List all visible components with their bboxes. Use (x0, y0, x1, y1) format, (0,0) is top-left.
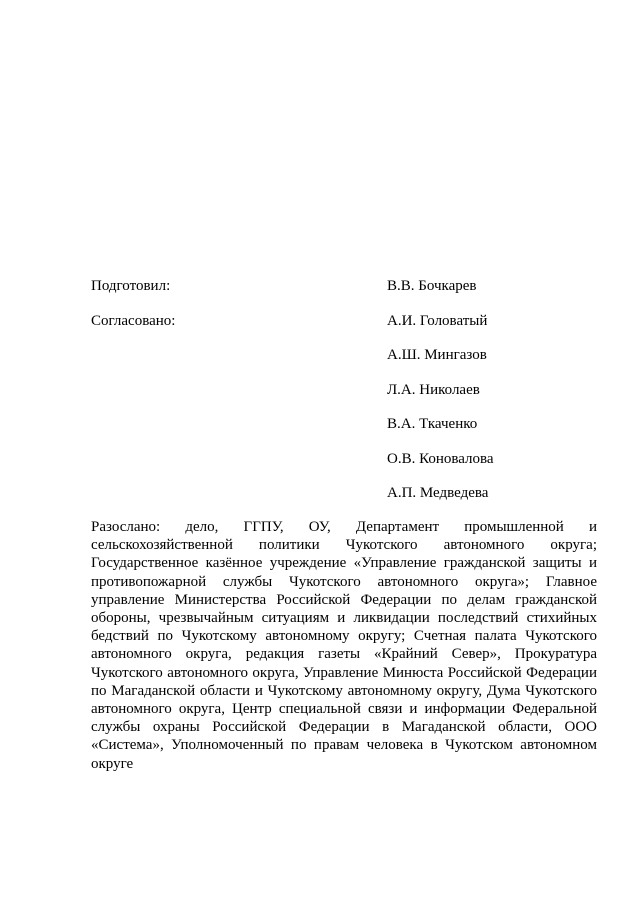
agreed-name: В.А. Ткаченко (387, 416, 478, 432)
prepared-label: Подготовил: (91, 278, 171, 294)
agreed-row (91, 449, 601, 469)
agreed-row (91, 345, 601, 365)
agreed-name: А.П. Медведева (387, 485, 489, 501)
agreed-name: Л.А. Николаев (387, 382, 480, 398)
agreed-row (91, 380, 601, 400)
agreed-row (91, 483, 601, 503)
agreed-name: А.Ш. Мингазов (387, 347, 487, 363)
prepared-row (91, 276, 601, 296)
agreed-label: Согласовано: (91, 313, 176, 329)
distribution-list: Разослано: дело, ГГПУ, ОУ, Департамент промышленной и сельскохозяйственной политики Чукотского автономного округа; Государственное казённое учреждение «Управление гражданской защиты и противопожарной службы Чукотского автономного округа»; Главное управление Министерства Российской Федерации по делам гражданской обороны, чрезвычайным ситуациям и ликвидации последствий стихийных бедствий по Чукотскому автономному округу; Счетная палата Чукотского автономного округа, редакция газеты «Крайний Север», Прокуратура Чукотского автономного округа, Управление Минюста Российской Федерации по Магаданской области и Чукотскому автономному округу, Дума Чукотского автономного округа, Центр специальной связи и информации Федеральной службы охраны Российской Федерации в Магаданской области, ООО «Система», Уполномоченный по правам человека в Чукотском автономном округе (91, 519, 597, 772)
agreed-row (91, 311, 601, 331)
agreed-row (91, 414, 601, 434)
agreed-name: А.И. Головатый (387, 313, 488, 329)
agreed-name: О.В. Коновалова (387, 451, 494, 467)
prepared-name: В.В. Бочкарев (387, 278, 477, 294)
